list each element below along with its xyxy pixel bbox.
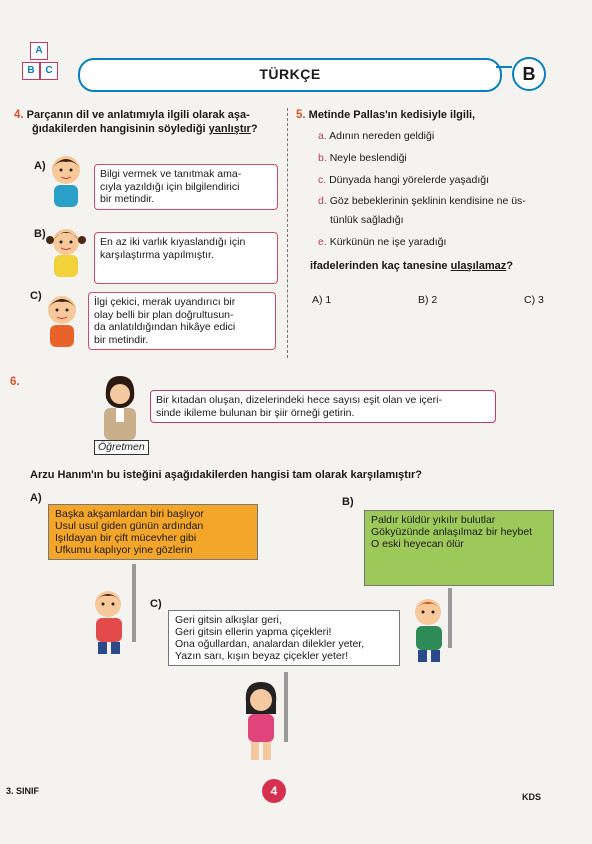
- q4-option-c-line: olay belli bir plan doğrultusun-: [94, 308, 234, 321]
- q4-option-b-line: En az iki varlık kıyaslandığı için: [100, 236, 246, 248]
- section-badge: B: [512, 57, 546, 91]
- q4-text-line2-pre: ğıdakilerden hangisinin söylediği: [32, 123, 209, 135]
- q6-option-c-sign[interactable]: Geri gitsin alkışlar geri, Geri gitsin ellerin yapma çiçekleri! Ona oğullardan, analardan dilekler yeter, Yazın sarı, kışın beyaz çiçekler yeter!: [168, 610, 400, 666]
- q5-answer-a[interactable]: A) 1: [312, 294, 332, 306]
- boy-avatar-icon: [42, 290, 82, 348]
- q6-number: 6.: [10, 376, 20, 388]
- column-divider: [287, 108, 288, 358]
- q5-item-a: a. Adının nereden geldiği: [318, 130, 435, 142]
- q4-option-c-line: da anlatıldığından hikâye edici: [94, 321, 236, 333]
- q6-option-b-letter[interactable]: B): [342, 496, 354, 508]
- boy-avatar-icon: [86, 586, 132, 656]
- q4-option-a-line: Bilgi vermek ve tanıtmak ama-: [100, 168, 242, 180]
- abc-block-c: C: [40, 62, 58, 80]
- teacher-line: Bir kıtadan oluşan, dizelerindeki hece sayısı eşit olan ve içeri-: [156, 394, 442, 406]
- q6-question: Arzu Hanım'ın bu isteğini aşağıdakilerden hangisi tam olarak karşılamıştır?: [30, 469, 423, 481]
- q4-option-b-letter[interactable]: B): [34, 228, 46, 240]
- footer-publisher: KDS: [522, 792, 542, 802]
- q4-number: 4.: [14, 109, 24, 121]
- q4-option-c-bubble[interactable]: [88, 292, 276, 350]
- girl-avatar-icon: [236, 680, 286, 764]
- q4-option-a-bubble[interactable]: [94, 164, 278, 210]
- boy-avatar-icon: [404, 594, 454, 664]
- q5-item-c: c. Dünyada hangi yörelerde yaşadığı: [318, 174, 490, 186]
- page-number: 4: [262, 779, 286, 803]
- q6-option-a-sign[interactable]: Başka akşamlardan biri başlıyor Usul usul giden günün ardından Işıldayan bir çift mücevher gibi Ufkumu kaplıyor yine gözlerin: [48, 504, 258, 560]
- q4-option-c-line: bir metindir.: [94, 333, 149, 346]
- header-bar: [78, 58, 502, 92]
- q5-item-d: d. Göz bebeklerinin şeklinin kendisine ne üs-: [318, 195, 526, 207]
- q4-text-line2-post: ?: [250, 123, 258, 135]
- abc-block-b: B: [22, 62, 40, 80]
- q4-option-a-line: bir metindir.: [100, 193, 155, 205]
- q4-option-c-line: İlgi çekici, merak uyandırıcı bir: [94, 296, 236, 308]
- q4-option-b-bubble[interactable]: [94, 232, 278, 284]
- q4-option-a-letter[interactable]: A): [34, 160, 46, 172]
- page-title: TÜRKÇE: [259, 66, 321, 82]
- girl-avatar-icon: [44, 224, 88, 278]
- q6-option-a-letter[interactable]: A): [30, 492, 42, 504]
- teacher-avatar-icon: [98, 374, 142, 440]
- q5-number: 5.: [296, 109, 306, 121]
- abc-block-a: A: [30, 42, 48, 60]
- q4-option-a-line: cıyla yazıldığı için bilgilendirici: [100, 180, 240, 193]
- q4-option-c-letter[interactable]: C): [30, 290, 42, 302]
- footer-grade: 3. SINIF: [6, 786, 40, 796]
- q5-stem: [296, 108, 576, 122]
- q5-item-b: b. Neyle beslendiği: [318, 152, 407, 164]
- q6-option-c-letter[interactable]: C): [150, 598, 162, 610]
- q5-question: ifadelerinden kaç tanesine ulaşılamaz?: [310, 260, 513, 272]
- teacher-label: Öğretmen: [94, 440, 149, 455]
- sign-post: [132, 564, 136, 642]
- header-arrow: [496, 66, 512, 68]
- q6-option-b-sign[interactable]: Paldır küldür yıkılır bulutlar Gökyüzünde anlaşılmaz bir heybet O eski heyecan ölür: [364, 510, 554, 586]
- q4-text-line1: Parçanın dil ve anlatımıyla ilgili olarak aşa-: [26, 109, 250, 121]
- q4-option-b-line: karşılaştırma yapılmıştır.: [100, 248, 214, 261]
- q5-item-d-cont: tünlük sağladığı: [330, 214, 404, 226]
- q5-text: Metinde Pallas'ın kedisiyle ilgili,: [308, 109, 476, 121]
- teacher-line: sinde ikileme bulunan bir şiir örneği getirin.: [156, 406, 355, 419]
- teacher-bubble: [150, 390, 496, 423]
- boy-avatar-icon: [46, 152, 86, 208]
- q5-answer-c[interactable]: C) 3: [524, 294, 544, 306]
- q5-answer-b[interactable]: B) 2: [418, 294, 438, 306]
- q5-item-e: e. Kürkünün ne işe yaradığı: [318, 236, 447, 248]
- q4-text-underlined: yanlıştır: [208, 123, 251, 135]
- q4-stem: [14, 108, 284, 136]
